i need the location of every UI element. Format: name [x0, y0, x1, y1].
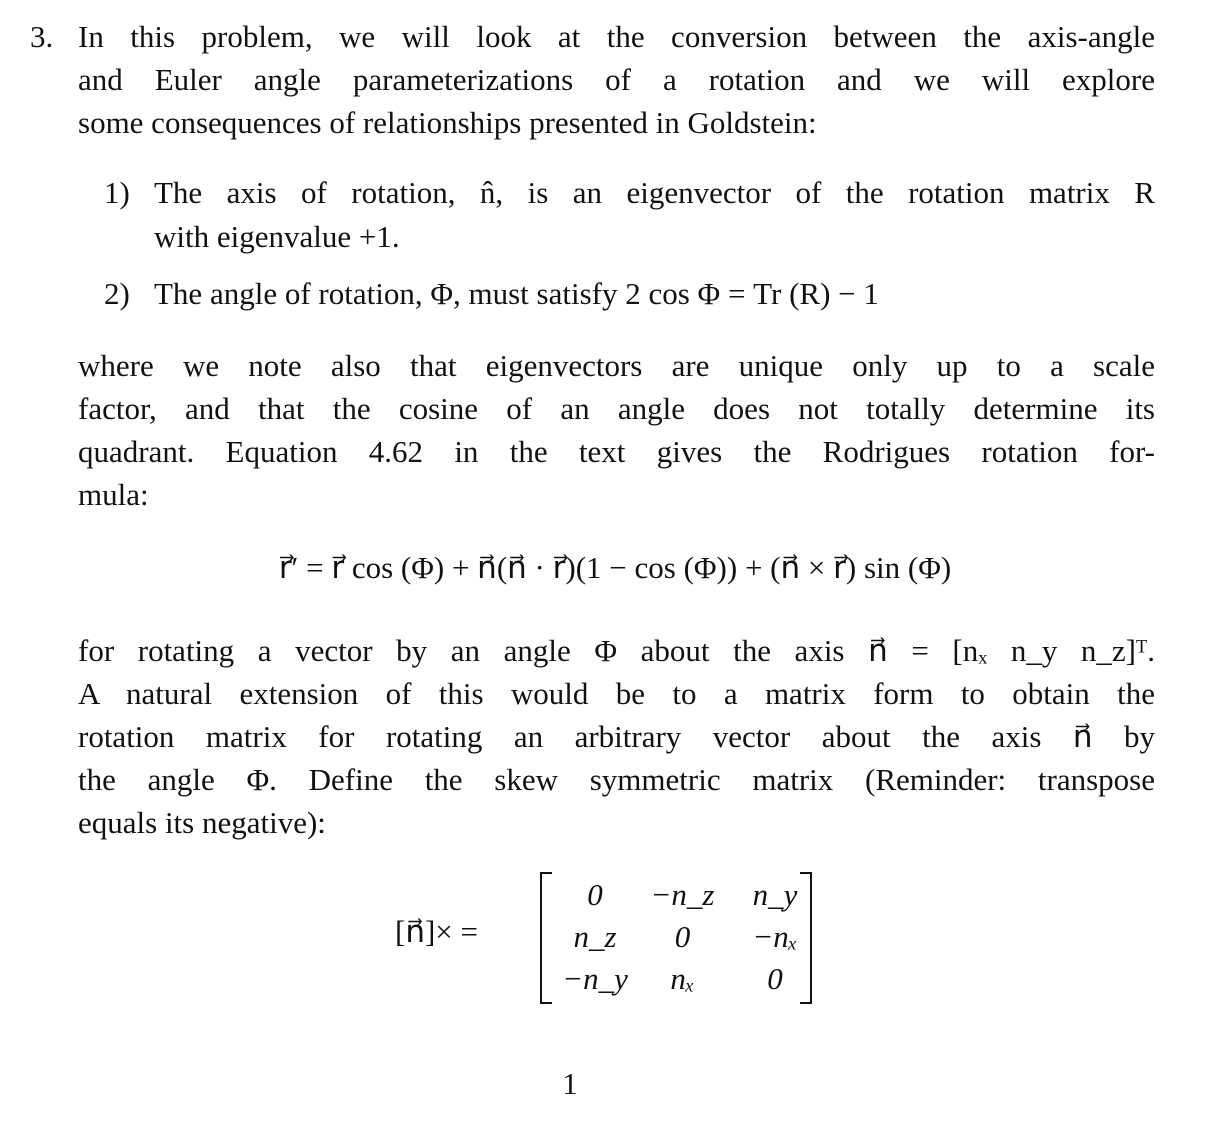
matrix-cell: nₓ	[670, 961, 695, 996]
page-number: 1	[562, 1066, 578, 1101]
matrix-cell: −nₓ	[752, 919, 798, 954]
matrix-cell: 0	[674, 919, 691, 954]
left-bracket	[540, 872, 552, 1004]
item-line: with eigenvalue +1.	[154, 219, 400, 254]
paragraph-line: where we note also that eigenvectors are unique only up to a scale	[78, 348, 1155, 383]
matrix-cell: 0	[767, 961, 783, 996]
matrix-cell: n_z	[573, 919, 617, 954]
paragraph-line: A natural extension of this would be to a matrix form to obtain the	[78, 676, 1155, 711]
matrix-grid	[555, 874, 820, 1000]
paragraph-line: quadrant. Equation 4.62 in the text gives the Rodrigues rotation for-	[78, 434, 1155, 469]
rodrigues-equation: r⃗′ = r⃗ cos (Φ) + n⃗(n⃗ · r⃗)(1 − cos (Φ)) + (n⃗ × r⃗) sin (Φ)	[278, 550, 952, 585]
item-line: The axis of rotation, n̂, is an eigenvector of the rotation matrix R	[154, 175, 1155, 210]
intro-line: and Euler angle parameterizations of a rotation and we will explore	[78, 62, 1155, 97]
matrix-lhs: [n⃗]× =	[395, 914, 479, 949]
paragraph-line: the angle Φ. Define the skew symmetric matrix (Reminder: transpose	[78, 762, 1155, 797]
item-number: 1)	[104, 175, 130, 210]
item-line: The angle of rotation, Φ, must satisfy 2 cos Φ = Tr (R) − 1	[154, 276, 879, 311]
intro-line: some consequences of relationships presented in Goldstein:	[78, 105, 817, 140]
right-bracket	[800, 872, 812, 1004]
problem-number: 3.	[30, 19, 54, 54]
matrix-cell: n_y	[752, 877, 798, 912]
matrix-cell: −n_y	[562, 961, 628, 996]
matrix-cell: −n_z	[650, 877, 715, 912]
intro-line: In this problem, we will look at the conversion between the axis-angle	[78, 19, 1155, 54]
paragraph-line: rotation matrix for rotating an arbitrary vector about the axis n⃗ by	[78, 719, 1155, 754]
paragraph-line: mula:	[78, 477, 149, 512]
paragraph-line: factor, and that the cosine of an angle does not totally determine its	[78, 391, 1155, 426]
paragraph-line: for rotating a vector by an angle Φ about the axis n⃗ = [nₓ n_y n_z]ᵀ.	[78, 633, 1155, 668]
item-number: 2)	[104, 276, 130, 311]
paragraph-line: equals its negative):	[78, 805, 326, 840]
matrix-cell: 0	[587, 877, 603, 912]
